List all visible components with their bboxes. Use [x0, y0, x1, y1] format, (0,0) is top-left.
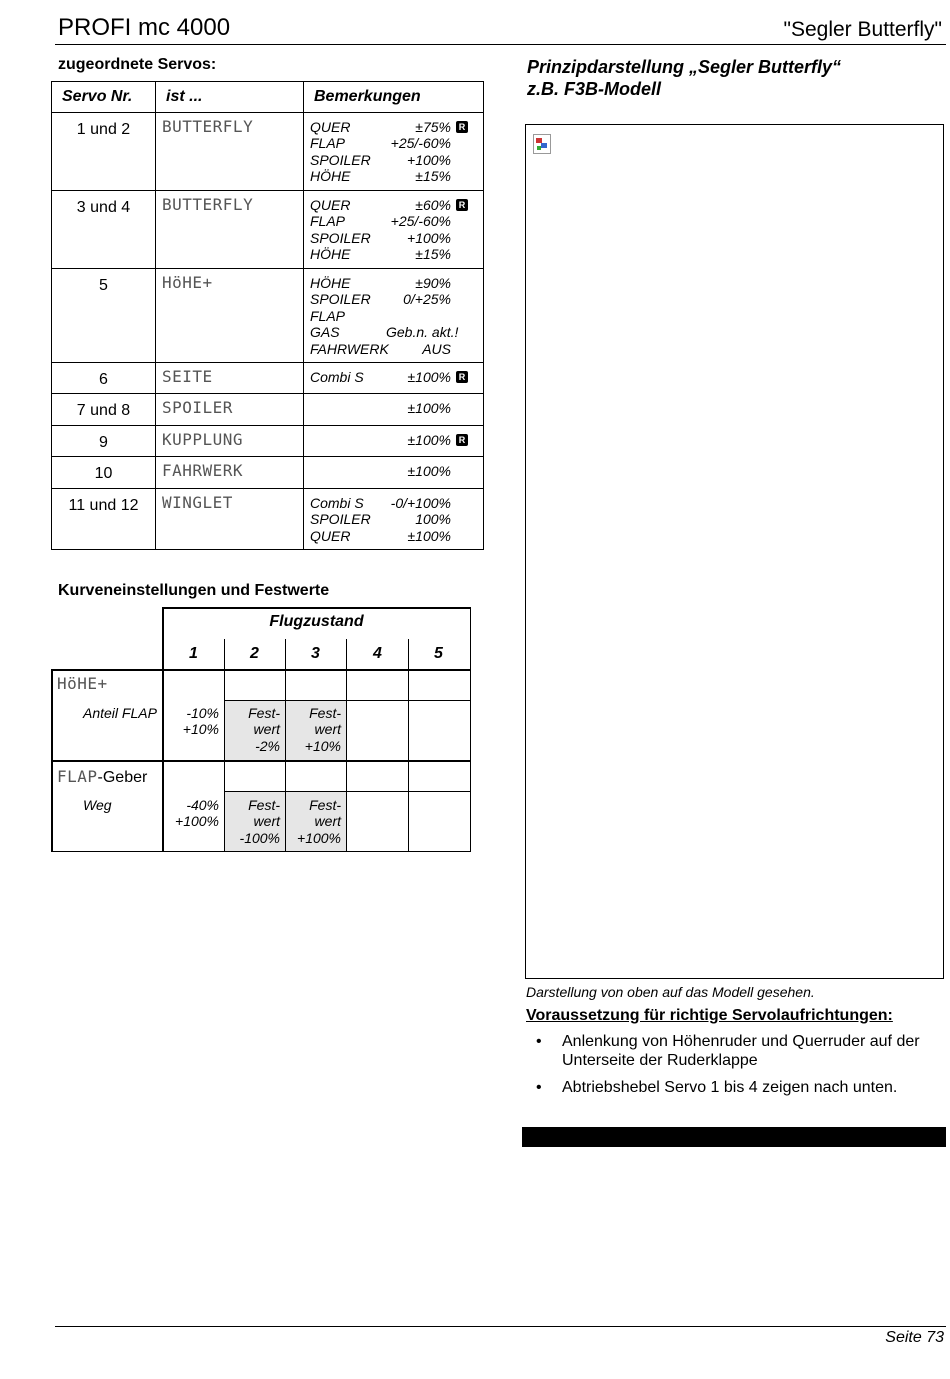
state-4: 4 [373, 645, 382, 662]
flugzustand-header: Flugzustand [269, 613, 364, 630]
remark-value: ±90% [415, 275, 451, 291]
flap-state3-value: Fest- wert +100% [297, 797, 341, 846]
list-item [536, 1078, 936, 1097]
list-item [536, 1032, 936, 1070]
servo-nr: 7 und 8 [52, 394, 156, 426]
servo-function: BUTTERFLY [156, 113, 304, 191]
state-3: 3 [311, 645, 320, 662]
grid-line [224, 791, 470, 792]
table-row [52, 191, 484, 269]
hoehe-anteil-flap: Anteil FLAP [83, 705, 157, 721]
servo-nr: 10 [52, 457, 156, 489]
remark-key: SPOILER [310, 229, 371, 246]
table-row [52, 457, 484, 489]
servo-function: SEITE [156, 363, 304, 394]
remark-key: FLAP [310, 213, 346, 230]
reverse-icon: R [456, 434, 468, 446]
hoehe-state2-value: Fest- wert -2% [248, 705, 280, 754]
remark-line [310, 463, 483, 479]
remark-value: ±100% [407, 432, 451, 448]
requirements-title: Voraussetzung für richtige Servolaufrichtungen: [526, 1007, 893, 1024]
servo-nr: 11 und 12 [52, 489, 156, 550]
remark-key: FLAP [310, 307, 346, 324]
broken-image-icon [533, 134, 551, 154]
reverse-icon: R [456, 199, 468, 211]
remark-value [386, 308, 451, 324]
remark-line [310, 168, 483, 184]
remark-value: +25/-60% [390, 135, 451, 152]
hoehe-label: HöHE+ [57, 674, 108, 693]
curve-table [51, 607, 471, 852]
remark-value: 100% [415, 511, 451, 528]
servo-remarks [304, 191, 484, 269]
grid-line [408, 639, 409, 852]
flap-weg: Weg [83, 797, 112, 813]
remark-line [310, 213, 483, 229]
hoehe-state3-value: Fest- wert +10% [304, 705, 341, 754]
remark-key: QUER [310, 119, 351, 135]
servo-section-title: zugeordnete Servos: [58, 56, 217, 73]
remark-line [310, 495, 483, 511]
remark-key: QUER [310, 527, 351, 544]
remark-value: ±100% [407, 527, 451, 544]
grid-line [162, 607, 471, 609]
servo-nr: 3 und 4 [52, 191, 156, 269]
servo-nr: 6 [52, 363, 156, 394]
header-rule [55, 44, 946, 45]
remark-key: HÖHE [310, 275, 351, 291]
footer-rule [55, 1326, 946, 1327]
remark-key: SPOILER [310, 291, 371, 308]
remark-line [310, 291, 483, 307]
remark-line [310, 230, 483, 246]
remark-line [310, 324, 483, 340]
reverse-icon: R [456, 371, 468, 383]
servo-remarks [304, 489, 484, 550]
remark-key [310, 400, 386, 416]
servo-table [51, 81, 484, 550]
bullet-icon: • [536, 1033, 542, 1050]
remark-key: Combi S [310, 369, 364, 385]
servo-function: SPOILER [156, 394, 304, 426]
grid-line [346, 639, 347, 852]
remark-line [310, 511, 483, 527]
page-number: Seite 73 [885, 1329, 944, 1346]
servo-table-header [52, 82, 484, 113]
curve-section-title: Kurveneinstellungen und Festwerte [58, 582, 330, 599]
servo-function: HöHE+ [156, 269, 304, 363]
remark-line [310, 197, 483, 213]
table-row [52, 269, 484, 363]
remark-value: -0/+100% [390, 495, 451, 511]
servo-remarks [304, 457, 484, 489]
black-bar [522, 1127, 946, 1147]
remark-line [310, 369, 483, 385]
servo-remarks [304, 363, 484, 394]
list-item-text: Abtriebshebel Servo 1 bis 4 zeigen nach unten. [562, 1079, 898, 1096]
flap-geber-label [57, 767, 147, 787]
diagram-title-line1: Prinzipdarstellung „Segler Butterfly“ [527, 57, 842, 77]
remark-key: FLAP [310, 135, 346, 152]
remark-value: Geb.n. akt.! [386, 324, 459, 341]
col-ist: ist ... [156, 82, 304, 113]
servo-nr: 1 und 2 [52, 113, 156, 191]
table-row [52, 426, 484, 457]
servo-remarks [304, 394, 484, 426]
col-servo-nr: Servo Nr. [52, 82, 156, 113]
flap-state2-value: Fest- wert -100% [239, 797, 280, 846]
remark-key: GAS [310, 324, 340, 341]
remark-line [310, 308, 483, 324]
remark-key [310, 432, 386, 448]
requirements-list [536, 1032, 936, 1105]
remark-value: ±100% [407, 400, 451, 416]
state-2: 2 [250, 645, 259, 662]
hoehe-state1-value: -10% +10% [182, 705, 219, 738]
reverse-icon: R [456, 121, 468, 133]
remark-value: 0/+25% [403, 291, 451, 308]
bullet-icon: • [536, 1079, 542, 1096]
servo-remarks [304, 269, 484, 363]
state-1: 1 [189, 645, 198, 662]
servo-function: FAHRWERK [156, 457, 304, 489]
remark-value: +25/-60% [390, 213, 451, 230]
remark-value: ±100% [407, 369, 451, 385]
remark-value: ±15% [415, 246, 451, 263]
flap-geber-suffix: -Geber [97, 769, 148, 786]
flap-lcd: FLAP [57, 767, 98, 786]
remark-value: ±15% [415, 168, 451, 185]
chapter-title: "Segler Butterfly" [783, 18, 942, 41]
remark-key: SPOILER [310, 151, 371, 168]
remark-line [310, 275, 483, 291]
remark-line [310, 528, 483, 544]
servo-nr: 5 [52, 269, 156, 363]
remark-line [310, 246, 483, 262]
remark-value: AUS [422, 340, 451, 357]
remark-key: HÖHE [310, 246, 351, 263]
flap-state1-value: -40% +100% [175, 797, 219, 830]
servo-function: BUTTERFLY [156, 191, 304, 269]
servo-function: WINGLET [156, 489, 304, 550]
remark-key: SPOILER [310, 511, 371, 528]
col-bemerkungen: Bemerkungen [304, 82, 484, 113]
diagram-title [527, 56, 841, 100]
diagram-title-line2: z.B. F3B-Modell [527, 79, 661, 99]
table-row [52, 363, 484, 394]
remark-line [310, 400, 483, 416]
remark-key [310, 463, 386, 479]
servo-remarks [304, 426, 484, 457]
servo-function: KUPPLUNG [156, 426, 304, 457]
model-diagram-frame [525, 124, 944, 979]
servo-nr: 9 [52, 426, 156, 457]
remark-key: Combi S [310, 495, 364, 511]
remark-line [310, 432, 483, 448]
diagram-caption: Darstellung von oben auf das Modell gesehen. [526, 984, 815, 1000]
state-5: 5 [434, 645, 443, 662]
remark-value: ±100% [407, 463, 451, 479]
list-item-text: Anlenkung von Höhenruder und Querruder auf der Unterseite der Ruderklappe [562, 1033, 920, 1069]
remark-line [310, 152, 483, 168]
remark-line [310, 119, 483, 135]
remark-key: HÖHE [310, 168, 351, 185]
table-row [52, 113, 484, 191]
remark-key: FAHRWERK [310, 340, 389, 357]
remark-line [310, 341, 483, 357]
remark-value: ±60% [415, 197, 451, 213]
grid-line [470, 607, 472, 852]
table-row [52, 489, 484, 550]
remark-value: +100% [407, 151, 451, 168]
remark-value: ±75% [415, 119, 451, 135]
remark-line [310, 135, 483, 151]
grid-line [224, 700, 470, 701]
doc-title: PROFI mc 4000 [58, 14, 231, 41]
servo-remarks [304, 113, 484, 191]
remark-key: QUER [310, 197, 351, 213]
table-row [52, 394, 484, 426]
remark-value: +100% [407, 229, 451, 246]
